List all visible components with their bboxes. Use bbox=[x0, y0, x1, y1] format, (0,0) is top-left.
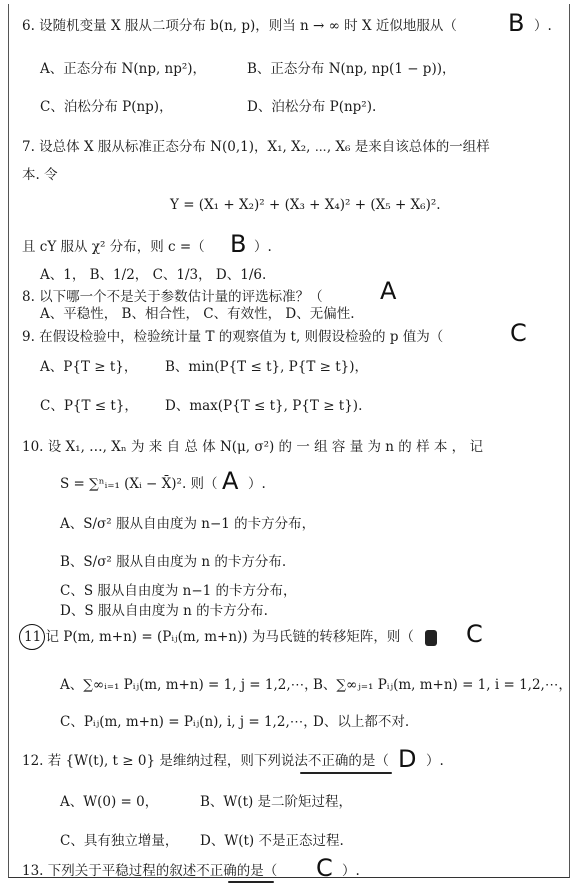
q9-option-c: C、P{T ≤ t}， bbox=[40, 398, 138, 414]
q12-option-b: B、W(t) 是二阶矩过程， bbox=[200, 794, 353, 810]
q13-stem: 13. 下列关于平稳过程的叙述不正确的是（ bbox=[22, 863, 278, 879]
q10-stem-line2: S = ∑ⁿᵢ₌₁ (Xᵢ − X̄)². 则（ bbox=[60, 476, 218, 492]
q9-option-a: A、P{T ≥ t}， bbox=[40, 359, 138, 375]
q8-handwritten-answer: A bbox=[380, 277, 397, 305]
q10-option-d: D、S 服从自由度为 n 的卡方分布. bbox=[60, 603, 268, 619]
q9-option-b: B、min(P{T ≤ t}, P{T ≥ t})， bbox=[165, 359, 369, 375]
q11-stem: 11 记 P(m, m+n) = (Pᵢⱼ(m, m+n)) 为马氏链的转移矩阵，则（ bbox=[24, 629, 414, 645]
q11-option-d: D、以上都不对. bbox=[313, 714, 410, 730]
q11-option-b: B、∑∞ⱼ₌₁ Pᵢⱼ(m, m+n) = 1, i = 1,2,⋯， bbox=[313, 677, 572, 693]
q10-option-c: C、S 服从自由度为 n−1 的卡方分布， bbox=[60, 583, 297, 599]
q7-formula: Y = (X₁ + X₂)² + (X₃ + X₄)² + (X₅ + X₆)². bbox=[170, 197, 441, 213]
q10-handwritten-answer: A bbox=[222, 467, 239, 495]
q13-handwritten-underline bbox=[228, 881, 274, 883]
q10-stem-line1: 10. 设 X₁, …, Xₙ 为 来 自 总 体 N(μ, σ²) 的 一 组 容 量 为 n 的 样 本 ， 记 bbox=[22, 439, 483, 455]
q11-option-c: C、Pᵢⱼ(m, m+n) = Pᵢⱼ(n), i, j = 1,2,⋯， bbox=[60, 714, 317, 730]
q6-option-b: B、正态分布 N(np, np(1 − p))， bbox=[247, 61, 456, 77]
q12-option-d: D、W(t) 不是正态过程. bbox=[200, 833, 344, 849]
q11-scratch-mark bbox=[425, 630, 437, 646]
q10-close: ）. bbox=[248, 476, 266, 492]
q6-handwritten-answer: B bbox=[508, 9, 525, 37]
q11-handwritten-answer: C bbox=[466, 620, 483, 648]
q8-stem: 8. 以下哪一个不是关于参数估计量的评选标准？（ bbox=[22, 289, 323, 305]
q6-option-a: A、正态分布 N(np, np²)， bbox=[40, 61, 207, 77]
q7-stem-line3: 且 cY 服从 χ² 分布，则 c =（ bbox=[22, 239, 205, 255]
q7-options: A、1， B、1/2， C、1/3， D、1/6. bbox=[40, 267, 267, 283]
q12-option-a: A、W(0) = 0， bbox=[60, 794, 159, 810]
q6-close: ）. bbox=[534, 18, 552, 34]
q6-option-c: C、泊松分布 P(np)， bbox=[40, 99, 173, 115]
q13-handwritten-answer: C bbox=[316, 854, 333, 882]
q13-close: ）. bbox=[342, 863, 360, 879]
q11-option-a: A、∑∞ᵢ₌₁ Pᵢⱼ(m, m+n) = 1, j = 1,2,⋯， bbox=[60, 677, 318, 693]
q9-handwritten-answer: C bbox=[510, 319, 527, 347]
q10-option-b: B、S/σ² 服从自由度为 n 的卡方分布. bbox=[60, 554, 287, 570]
q12-option-c: C、具有独立增量， bbox=[60, 833, 179, 849]
q9-option-d: D、max(P{T ≤ t}, P{T ≥ t}). bbox=[165, 398, 363, 414]
q12-handwritten-underline bbox=[300, 772, 392, 774]
q7-close: ）. bbox=[254, 239, 272, 255]
q12-close: ）. bbox=[426, 753, 444, 769]
q8-options: A、平稳性， B、相合性， C、有效性， D、无偏性. bbox=[40, 306, 355, 322]
q9-stem: 9. 在假设检验中，检验统计量 T 的观察值为 t, 则假设检验的 p 值为（ bbox=[22, 329, 444, 345]
q7-handwritten-answer: B bbox=[230, 230, 247, 258]
q6-stem: 6. 设随机变量 X 服从二项分布 b(n, p)，则当 n → ∞ 时 X 近似地服从（ bbox=[22, 18, 457, 34]
q7-stem-line2: 本. 令 bbox=[22, 167, 58, 183]
q12-stem: 12. 若 {W(t), t ≥ 0} 是维纳过程，则下列说法不正确的是（ bbox=[22, 753, 389, 769]
q6-option-d: D、泊松分布 P(np²). bbox=[247, 99, 377, 115]
q10-option-a: A、S/σ² 服从自由度为 n−1 的卡方分布， bbox=[60, 516, 316, 532]
q12-handwritten-answer: D bbox=[398, 745, 417, 773]
q7-stem-line1: 7. 设总体 X 服从标准正态分布 N(0,1)，X₁, X₂, ⋯, X₆ 是来自该总体的一组样 bbox=[22, 139, 490, 155]
